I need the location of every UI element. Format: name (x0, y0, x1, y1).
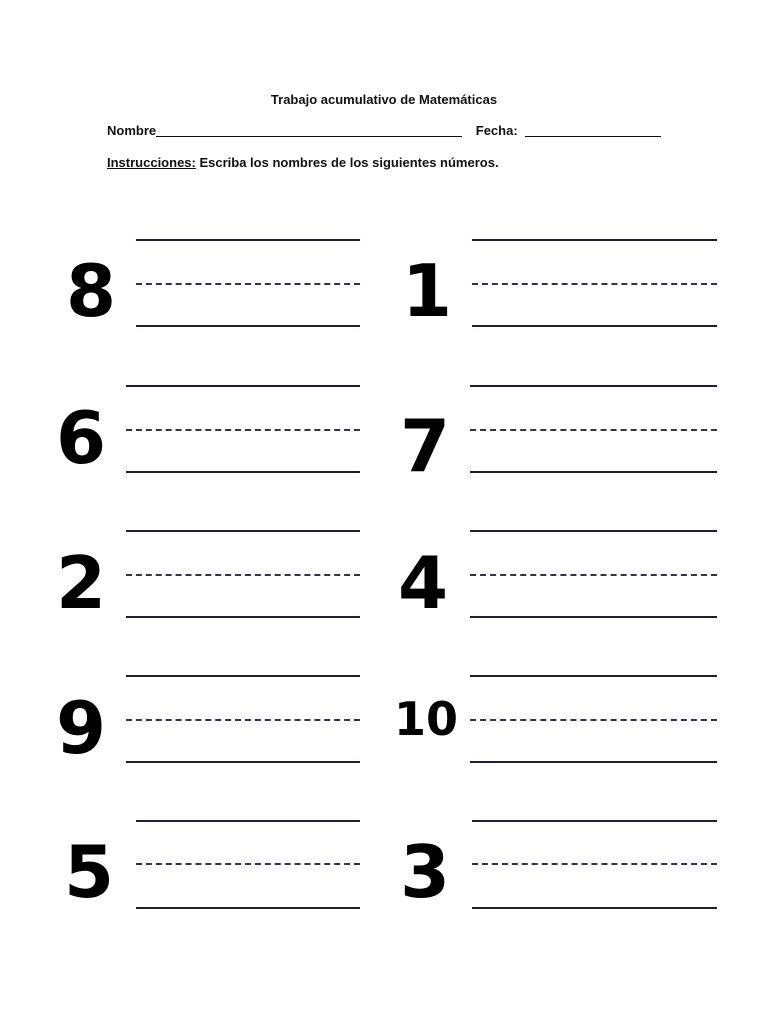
writing-line-top (472, 820, 717, 822)
worksheet-title: Trabajo acumulativo de Matemáticas (270, 92, 498, 107)
instructions-label: Instrucciones: (107, 155, 196, 170)
writing-line-bottom[interactable] (472, 325, 717, 327)
number-10: 10 (394, 692, 459, 746)
writing-line-top (470, 530, 717, 532)
writing-line-mid (126, 429, 360, 431)
number-1: 1 (402, 249, 453, 333)
writing-line-top (472, 239, 717, 241)
writing-line-top (470, 675, 717, 677)
writing-line-mid (472, 863, 717, 865)
writing-line-mid (136, 863, 360, 865)
number-5: 5 (64, 830, 115, 914)
number-8: 8 (66, 249, 117, 333)
writing-line-bottom[interactable] (472, 907, 717, 909)
number-3: 3 (400, 830, 451, 914)
instructions-text: Escriba los nombres de los siguientes números. (195, 155, 499, 170)
writing-line-bottom[interactable] (126, 616, 360, 618)
writing-line-bottom[interactable] (126, 761, 360, 763)
writing-line-mid (126, 719, 360, 721)
date-blank[interactable] (525, 124, 661, 137)
writing-line-bottom[interactable] (470, 471, 717, 473)
writing-line-mid (136, 283, 360, 285)
writing-line-mid (470, 574, 717, 576)
writing-line-top (136, 820, 360, 822)
name-label: Nombre (107, 123, 157, 138)
writing-line-mid (126, 574, 360, 576)
writing-line-top (470, 385, 717, 387)
writing-line-bottom[interactable] (126, 471, 360, 473)
number-9: 9 (56, 686, 107, 770)
writing-line-bottom[interactable] (136, 907, 360, 909)
writing-line-bottom[interactable] (136, 325, 360, 327)
writing-line-top (126, 385, 360, 387)
writing-line-mid (470, 429, 717, 431)
number-7: 7 (400, 404, 451, 488)
number-6: 6 (56, 396, 107, 480)
writing-line-top (126, 530, 360, 532)
writing-line-top (136, 239, 360, 241)
number-4: 4 (398, 541, 449, 625)
writing-line-top (126, 675, 360, 677)
writing-line-bottom[interactable] (470, 761, 717, 763)
number-2: 2 (56, 541, 107, 625)
name-date-row (107, 123, 661, 138)
writing-line-mid (470, 719, 717, 721)
writing-line-bottom[interactable] (470, 616, 717, 618)
instructions (107, 155, 499, 170)
name-blank[interactable] (156, 124, 462, 137)
writing-line-mid (472, 283, 717, 285)
date-label: Fecha: (475, 123, 518, 138)
